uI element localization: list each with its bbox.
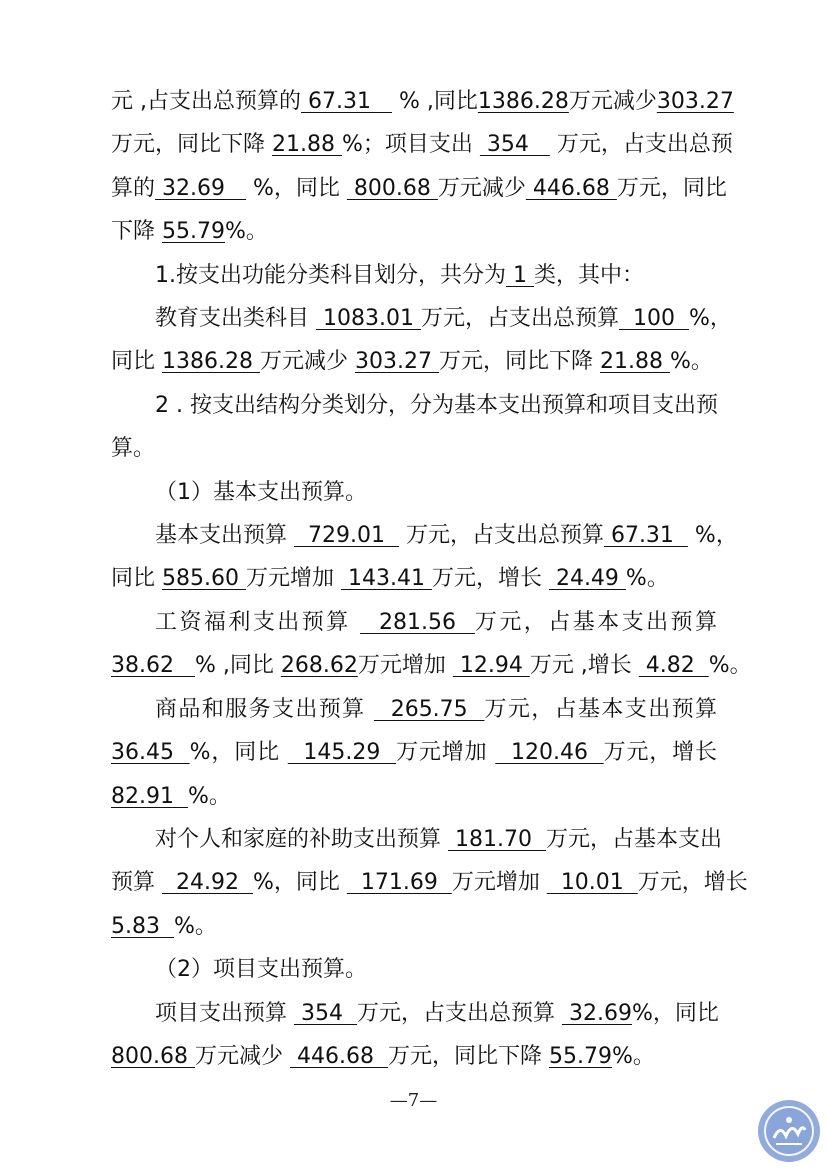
paragraph-line: 工资福利支出预算 281.56 万元，占基本支出预算 <box>155 610 717 635</box>
paragraph-line: 对个人和家庭的补助支出预算 181.70 万元，占基本支出 <box>155 827 722 852</box>
paragraph-line: 教育支出类科目 1083.01 万元，占支出总预算 100 %， <box>155 306 732 331</box>
paragraph-line: 万元，同比下降 21.88 %；项目支出 354 万元，占支出总预 <box>111 132 733 157</box>
paragraph-line: 82.91 %。 <box>111 784 231 809</box>
paragraph-line: 同比 1386.28 万元减少 303.27 万元，同比下降 21.88 %。 <box>111 349 713 374</box>
subsection-heading: （1）基本支出预算。 <box>155 480 367 505</box>
seal-graphic <box>756 1098 822 1164</box>
paragraph-line: 5.83 %。 <box>111 914 217 939</box>
section-heading: 2 . 按支出结构分类划分，分为基本支出预算和项目支出预 <box>155 393 718 418</box>
paragraph-line: 元 ,占支出总预算的 67.31 % ,同比1386.28万元减少303.27 <box>111 89 734 114</box>
paragraph-line: 算。 <box>111 436 156 461</box>
paragraph-line: 同比 585.60 万元增加 143.41 万元，增长 24.49 %。 <box>111 566 669 591</box>
school-seal-icon <box>756 1098 822 1164</box>
section-heading: 1.按支出功能分类科目划分，共分为 1 类，其中： <box>155 263 644 288</box>
paragraph-line: 商品和服务支出预算 265.75 万元，占基本支出预算 <box>155 697 717 722</box>
paragraph-line: 算的 32.69 %，同比 800.68 万元减少 446.68 万元，同比 <box>111 176 727 201</box>
paragraph-line: 基本支出预算 729.01 万元，占支出总预算 67.31 %， <box>155 523 738 548</box>
paragraph-line: 项目支出预算 354 万元，占支出总预算 32.69%，同比 <box>155 1001 719 1026</box>
paragraph-line: 预算 24.92 %，同比 171.69 万元增加 10.01 万元，增长 <box>111 870 748 895</box>
paragraph-line: 38.62 % ,同比 268.62万元增加 12.94 万元 ,增长 4.82 %。 <box>111 653 752 678</box>
paragraph-line: 下降 55.79%。 <box>111 219 268 244</box>
page-number: —7— <box>389 1090 438 1111</box>
paragraph-line: 800.68 万元减少 446.68 万元，同比下降 55.79%。 <box>111 1044 655 1069</box>
paragraph-line: 36.45 %，同比 145.29 万元增加 120.46 万元，增长 <box>111 740 717 765</box>
subsection-heading: （2）项目支出预算。 <box>155 957 367 982</box>
